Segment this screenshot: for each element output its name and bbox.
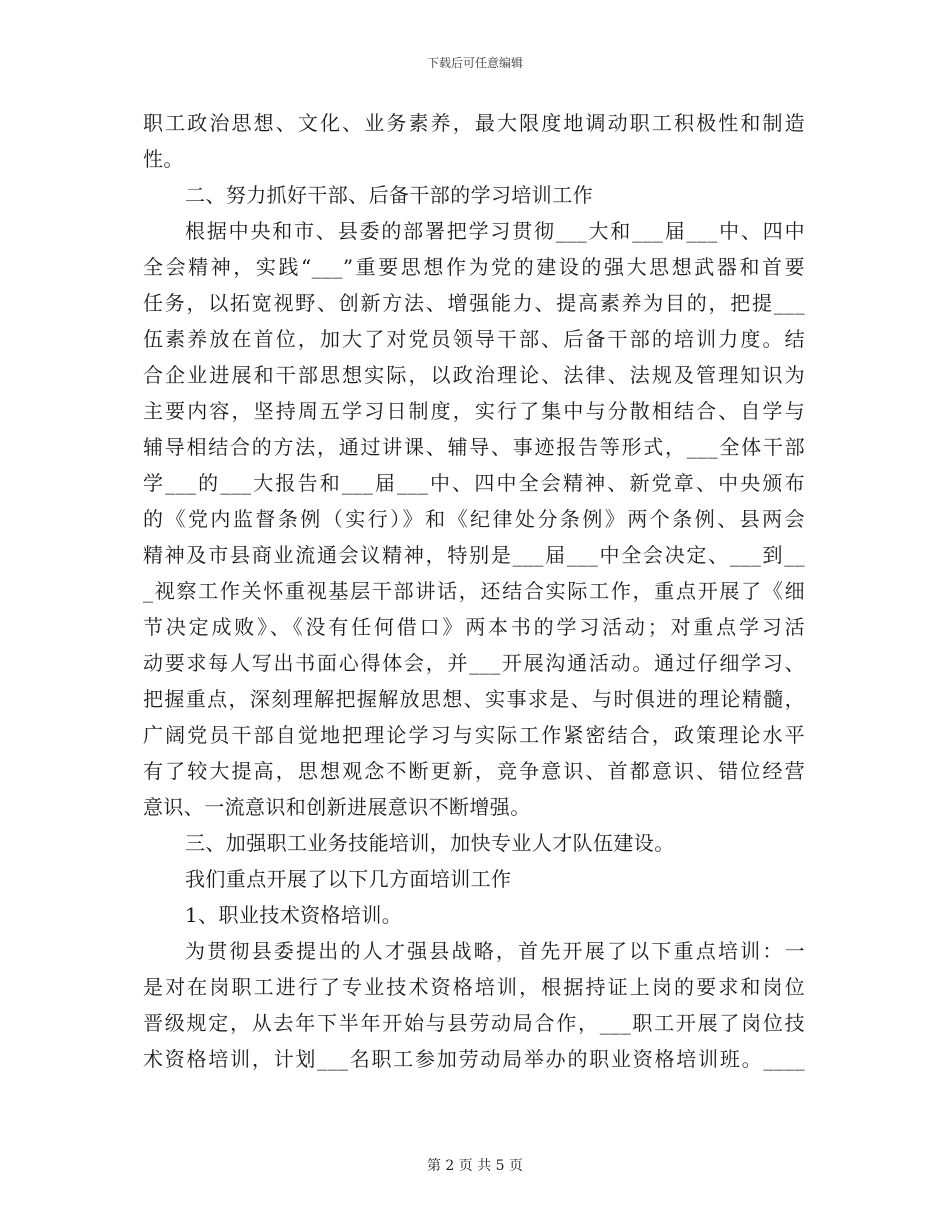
page-number: 第 2 页 共 5 页 <box>426 1158 524 1174</box>
text-line: 术资格培训，计划___名职工参加劳动局举办的职业资格培训班。____ <box>143 1047 805 1071</box>
text-line: _视察工作关怀重视基层干部讲话，还结合实际工作，重点开展了《细 <box>143 579 805 603</box>
text-line: 节决定成败》、《没有任何借口》两本书的学习活动；对重点学习活 <box>143 615 805 639</box>
text-line: 任务，以拓宽视野、创新方法、增强能力、提高素养为目的，把提___ <box>143 291 805 315</box>
text-line: 伍素养放在首位，加大了对党员领导干部、后备干部的培训力度。结 <box>143 327 805 351</box>
text-line: 精神及市县商业流通会议精神，特别是___届___中全会决定、___到__ <box>143 543 805 567</box>
text-line: 性。 <box>143 147 184 171</box>
text-line: 主要内容，坚持周五学习日制度，实行了集中与分散相结合、自学与 <box>143 399 805 423</box>
text-line: 晋级规定，从去年下半年开始与县劳动局合作，___职工开展了岗位技 <box>143 1011 805 1035</box>
text-line: 辅导相结合的方法，通过讲课、辅导、事迹报告等形式，___全体干部 <box>143 435 805 459</box>
text-line: 合企业进展和干部思想实际，以政治理论、法律、法规及管理知识为 <box>143 363 805 387</box>
text-line: 是对在岗职工进行了专业技术资格培训，根据持证上岗的要求和岗位 <box>143 975 805 999</box>
section-heading: 二、努力抓好干部、后备干部的学习培训工作 <box>185 183 593 207</box>
text-line: 为贯彻县委提出的人才强县战略，首先开展了以下重点培训：一 <box>185 939 805 963</box>
text-line: 我们重点开展了以下几方面培训工作 <box>185 867 512 891</box>
text-line: 全会精神，实践“___”重要思想作为党的建设的强大思想武器和首要 <box>143 255 805 279</box>
subsection-heading: 1、职业技术资格培训。 <box>185 903 403 927</box>
page-header: 下载后可任意编辑 <box>426 56 523 70</box>
text-line: 广阔党员干部自觉地把理论学习与实际工作紧密结合，政策理论水平 <box>143 723 805 747</box>
text-line: 学___的___大报告和___届___中、四中全会精神、新党章、中央颁布 <box>143 471 805 495</box>
text-line: 的《党内监督条例（实行）》和《纪律处分条例》两个条例、县两会 <box>143 507 805 531</box>
document-body <box>143 105 805 1077</box>
text-line: 把握重点，深刻理解把握解放思想、实事求是、与时俱进的理论精髓， <box>143 687 805 711</box>
text-line: 有了较大提高，思想观念不断更新，竞争意识、首都意识、错位经营 <box>143 759 805 783</box>
text-line: 动要求每人写出书面心得体会，并___开展沟通活动。通过仔细学习、 <box>143 651 805 675</box>
text-line: 意识、一流意识和创新进展意识不断增强。 <box>143 795 531 819</box>
text-line: 职工政治思想、文化、业务素养，最大限度地调动职工积极性和制造 <box>143 111 805 135</box>
section-heading: 三、加强职工业务技能培训，加快专业人才队伍建设。 <box>185 831 675 855</box>
text-line: 根据中央和市、县委的部署把学习贯彻___大和___届___中、四中 <box>185 219 805 243</box>
